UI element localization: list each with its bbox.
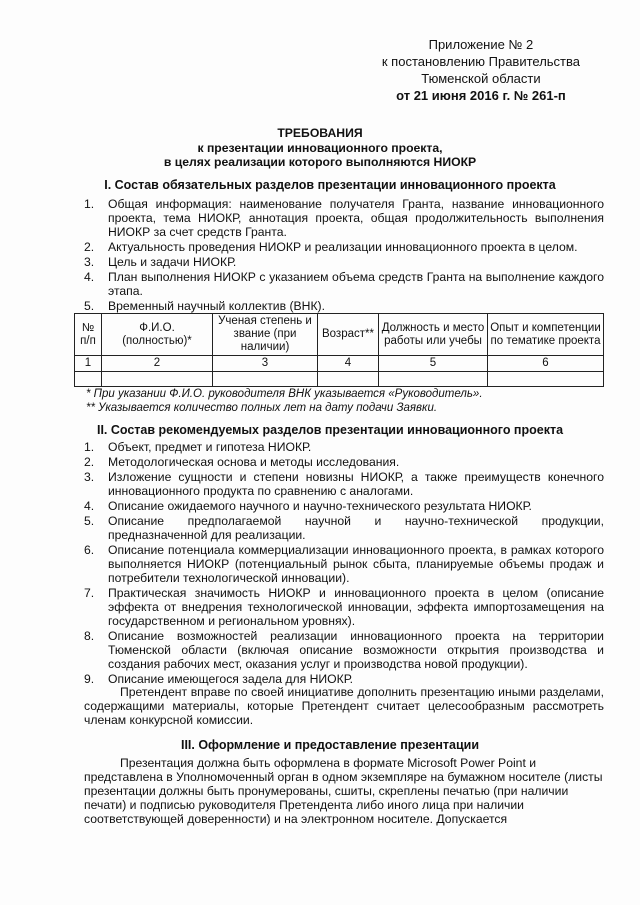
col-header-name: Ф.И.О. (полностью)* [102,314,213,356]
list-item: 3. Изложение сущности и степени новизны НИОКР, а также преимуществ конечного инновационного продукта по сравнению с аналогами. [84,470,604,498]
appendix-date: от 21 июня 2016 г. № 261-п [396,88,566,103]
list-item: 4. План выполнения НИОКР с указанием объема средств Гранта на выполнение каждого этапа. [84,270,604,298]
footnote-1: * При указании Ф.И.О. руководителя ВНК указывается «Руководитель». [86,388,483,400]
section-1-heading: I. Состав обязательных разделов презентации инновационного проекта [104,178,556,192]
table-cell: 6 [488,356,604,372]
list-item: 1. Объект, предмет и гипотеза НИОКР. [84,440,312,454]
table-cell: 4 [318,356,379,372]
appendix-header [382,36,580,104]
section-3-heading: III. Оформление и предоставление презентации [180,738,480,752]
col-header-position: Должность и место работы или учебы [379,314,488,356]
table-cell [318,372,379,387]
list-item: 5. Временный научный коллектив (ВНК). [84,299,325,313]
appendix-region: Тюменской области [421,71,541,86]
col-header-age: Возраст** [318,314,379,356]
list-item: 3. Цель и задачи НИОКР. [84,255,237,269]
col-header-degree: Ученая степень и звание (при наличии) [213,314,318,356]
list-item: 5. Описание предполагаемой научной и научно-технической продукции, предназначенной для реализации. [84,514,604,542]
table-header-row [75,314,604,356]
table-cell [488,372,604,387]
list-item: 6. Описание потенциала коммерциализации инновационного проекта, в рамках которого выполняется НИОКР (потенциальный рынок сбыта, планируемые объемы продаж и потребители технологической инновации). [84,543,604,585]
table-cell: 5 [379,356,488,372]
table-cell: 3 [213,356,318,372]
list-item: 2. Актуальность проведения НИОКР и реализации инновационного проекта в целом. [84,240,578,254]
table-row [75,372,604,387]
vnk-table [74,313,604,387]
table-cell [75,372,102,387]
document-subtitle-2: в целях реализации которого выполняются НИОКР [163,155,477,169]
table-cell [102,372,213,387]
list-item: 2. Методологическая основа и методы исследования. [84,455,400,469]
table-cell [213,372,318,387]
appendix-resolution: к постановлению Правительства [381,54,580,69]
list-item: 8. Описание возможностей реализации инновационного проекта на территории Тюменской области (включая описание возможности открытия производства и создания рабочих мест, оказания услуг и производства новой продукции). [84,629,604,671]
section-1-list [84,197,604,314]
list-item: 1. Общая информация: наименование получателя Гранта, название инновационного проекта, тема НИОКР, аннотация проекта, общая продолжительность выполнения НИОКР за счет средств Гранта. [84,197,604,239]
col-header-competence: Опыт и компетенции по тематике проекта [488,314,604,356]
section-2-heading: II. Состав рекомендуемых разделов презентации инновационного проекта [96,423,564,437]
section-2-list [84,440,604,687]
section-2-paragraph: Претендент вправе по своей инициативе дополнить презентацию иными разделами, содержащими материалы, которые Претендент считает целесообразным рассмотреть членам конкурсной комиссии. [84,685,604,727]
document-title: ТРЕБОВАНИЯ [277,126,363,140]
list-item: 7. Практическая значимость НИОКР и инновационного проекта в целом (описание эффекта от внедрения технологической инновации, эффекта импортозамещения на государственном и региональном уровнях). [84,586,604,628]
section-3-paragraph: Презентация должна быть оформлена в формате Microsoft Power Point и представлена в Уполномоченный орган в одном экземпляре на бумажном носителе (листы презентации должны быть пронумерованы, сшиты, скреплены печатью (при наличии печати) и подписью руководителя Претендента либо иного лица при наличии соответствующей доверенности) и на электронном носителе. Допускается [84,756,603,826]
table-cell: 2 [102,356,213,372]
list-item: 4. Описание ожидаемого научного и научно-технического результата НИОКР. [84,499,532,513]
table-row [75,356,604,372]
document-subtitle-1: к презентации инновационного проекта, [197,141,443,155]
col-header-number: № п/п [75,314,102,356]
table-cell: 1 [75,356,102,372]
list-item: 9. Описание имеющегося задела для НИОКР. [84,672,353,686]
appendix-number: Приложение № 2 [428,37,534,52]
table-cell [379,372,488,387]
footnote-2: ** Указывается количество полных лет на дату подачи Заявки. [86,402,438,414]
